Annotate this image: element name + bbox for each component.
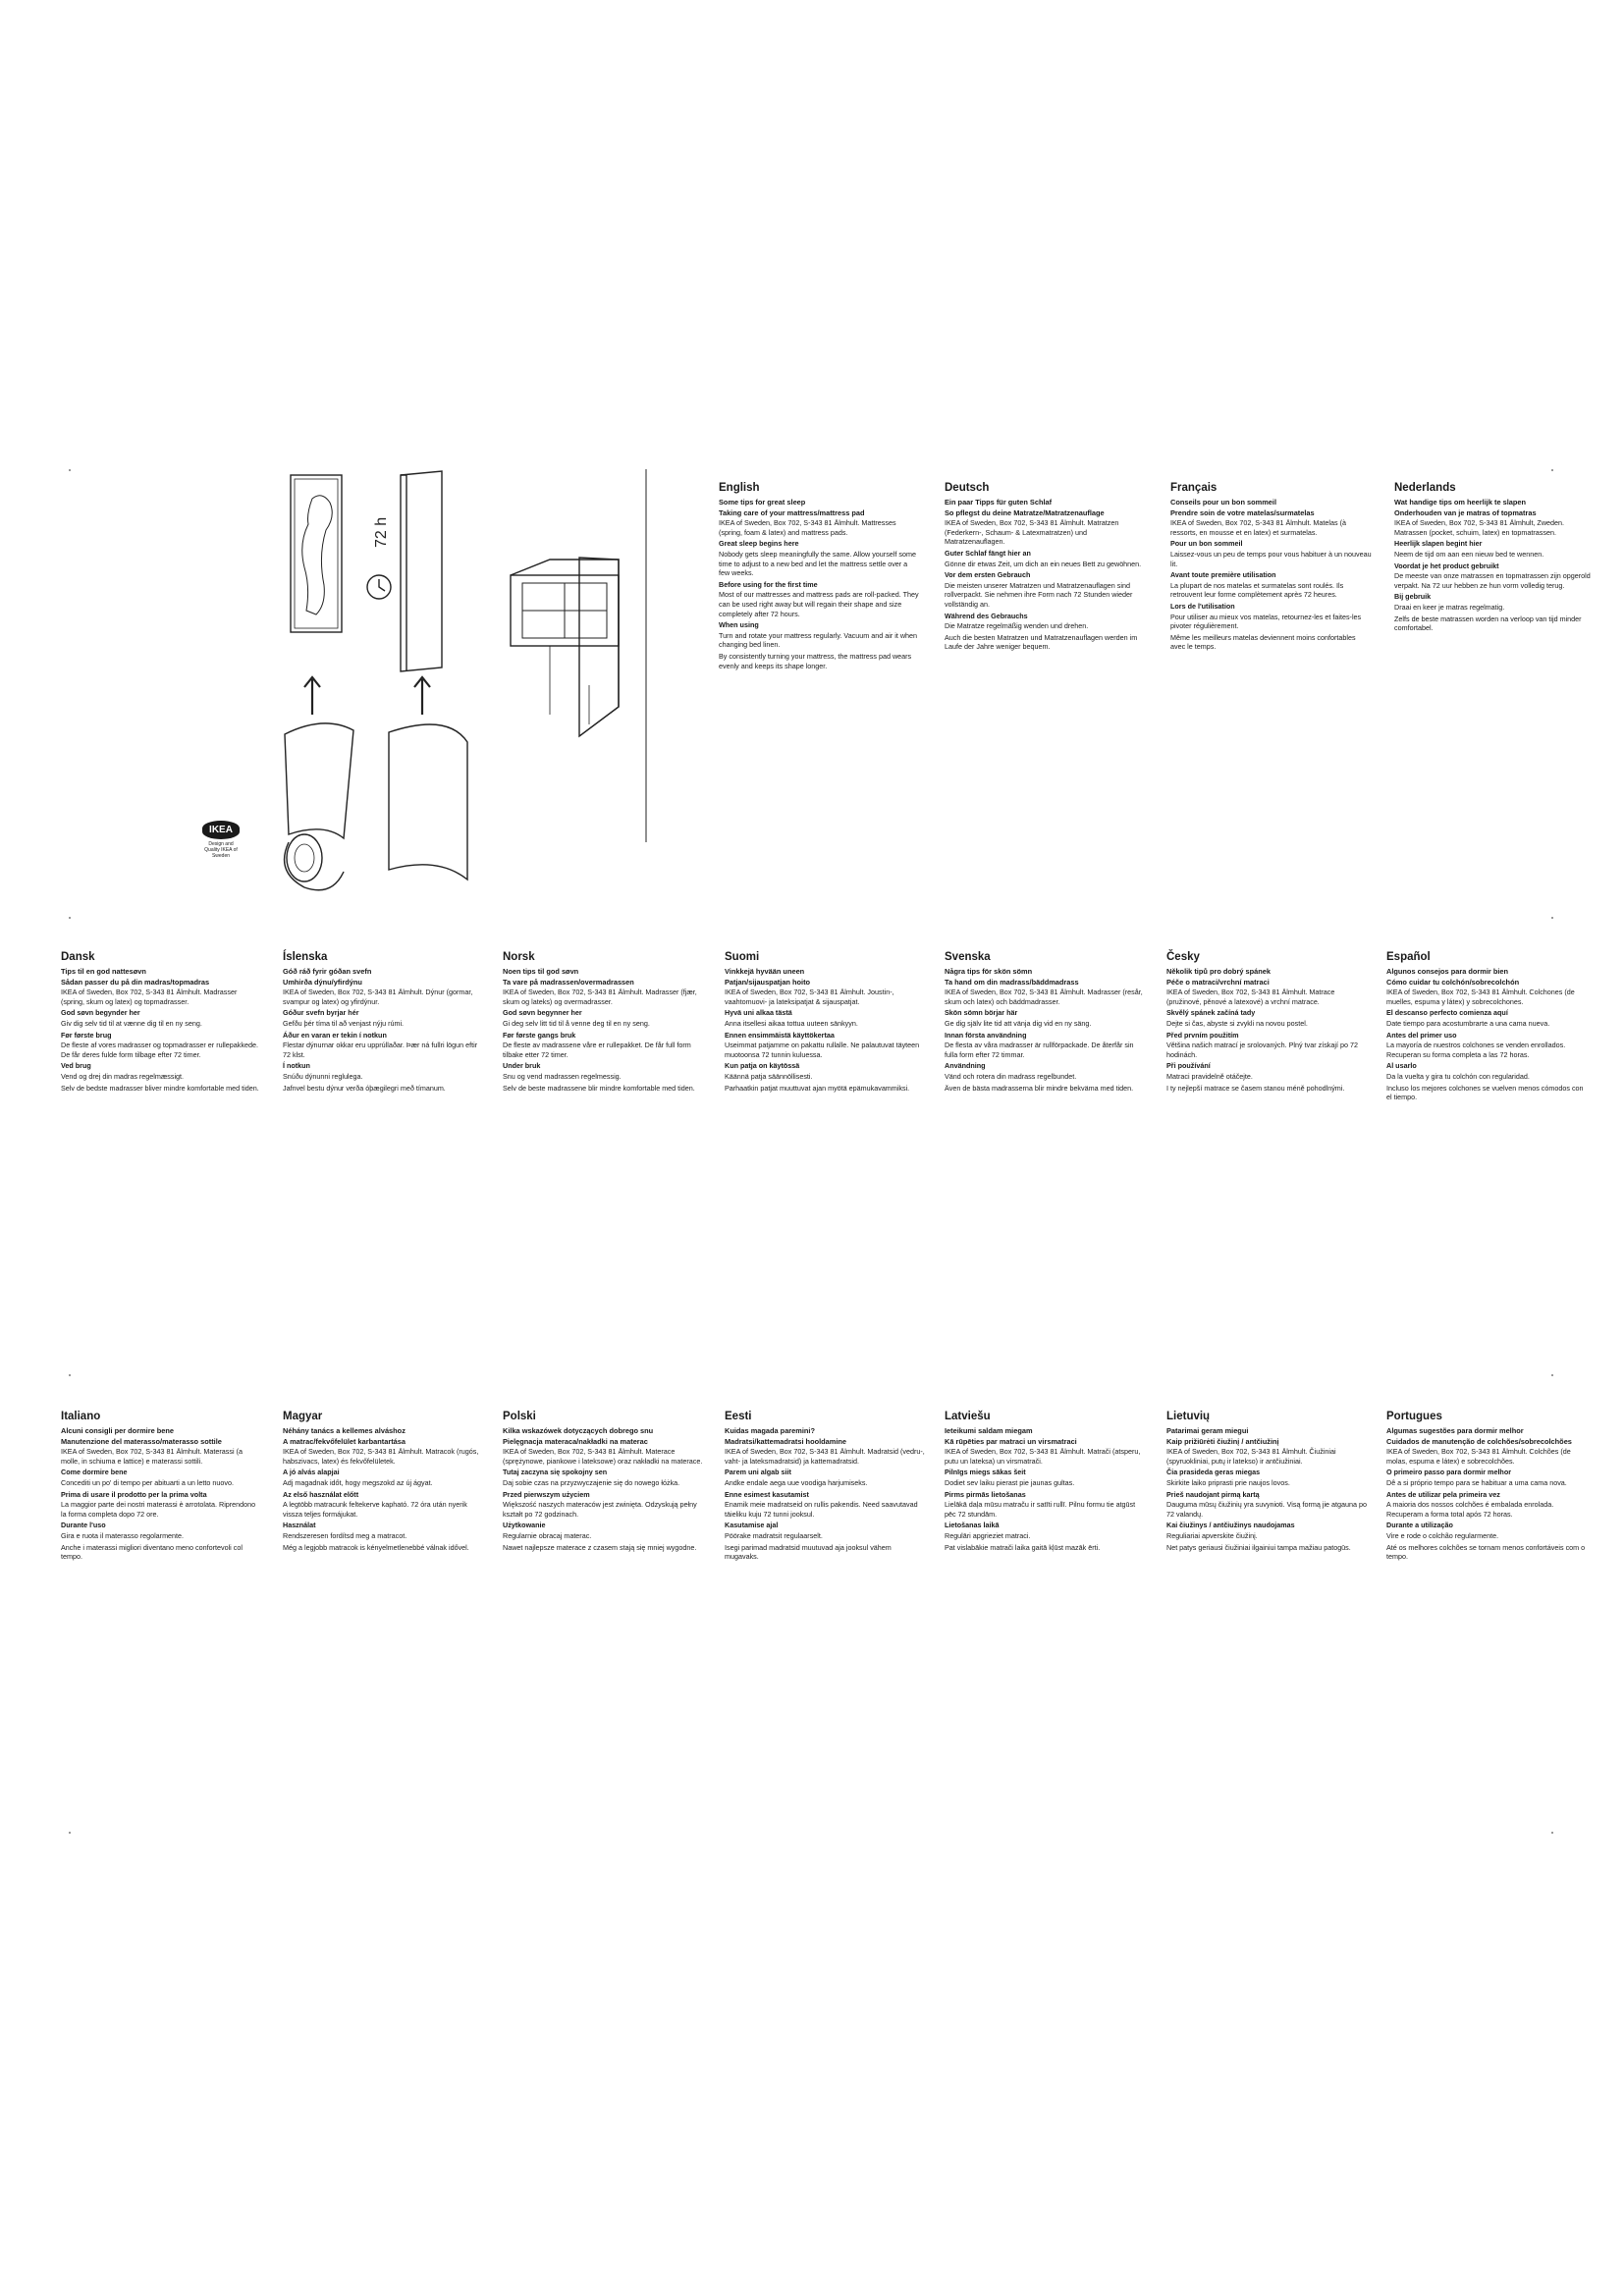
paragraph: IKEA of Sweden, Box 702, S-343 81 Älmhult. Madrasser (fjær, skum og lateks) og overmadrasser.: [503, 988, 697, 1006]
section-subtitle: Kā rūpēties par matraci un virsmatraci: [945, 1436, 1077, 1446]
paragraph: Andke endale aega uue voodiga harjumiseks.: [725, 1477, 868, 1487]
registration-mark: [69, 1374, 71, 1376]
subheading: Før første brug: [61, 1030, 112, 1040]
subheading: Heerlijk slapen begint hier: [1394, 539, 1483, 549]
section-cesky: [1166, 950, 1368, 1095]
paragraph: Neem de tijd om aan een nieuw bed te wennen.: [1394, 549, 1544, 559]
subheading: Avant toute première utilisation: [1170, 570, 1276, 580]
paragraph: Snúðu dýnunni reglulega.: [283, 1071, 363, 1081]
subheading: Innan första användning: [945, 1030, 1027, 1040]
section-title: Några tips för skön sömn: [945, 967, 1033, 976]
paragraph: Parhaatkin patjat muuttuvat ajan myötä epämukavammiksi.: [725, 1083, 910, 1093]
paragraph: Nobody gets sleep meaningfully the same. Allow yourself some time to adjust to a new bed and let the mattress settle over a few weeks.: [719, 549, 916, 578]
paragraph: Auch die besten Matratzen und Matratzenauflagen werden im Laufe der Jahre weniger bequem.: [945, 632, 1138, 652]
subheading: Come dormire bene: [61, 1468, 128, 1477]
section-islenska: [283, 950, 484, 1095]
subheading: Lietošanas laikā: [945, 1521, 1000, 1530]
subheading: Pirms pirmās lietošanas: [945, 1489, 1026, 1499]
section-title: Patarimai geram miegui: [1166, 1426, 1249, 1435]
paragraph: Die meisten unserer Matratzen und Matratzenauflagen sind rollverpackt. Sie nehmen ihre Form nach 72 Stunden wieder vollständig an.: [945, 580, 1133, 609]
paragraph: IKEA of Sweden, Box 702, S-343 81 Älmhult. Dýnur (gormar, svampur og latex) og yfirdýnur.: [283, 988, 473, 1006]
subheading: Før første gangs bruk: [503, 1030, 576, 1040]
paragraph: Date tiempo para acostumbrarte a una cama nueva.: [1386, 1018, 1550, 1028]
subheading: Bij gebruik: [1394, 592, 1432, 602]
subheading: Góður svefn byrjar hér: [283, 1008, 359, 1018]
section-title: Tips til en god nattesøvn: [61, 967, 146, 976]
paragraph: IKEA of Sweden, Box 702, S-343 81 Älmhult. Mattresses (spring, foam & latex) and mattress pads.: [719, 518, 896, 537]
subheading: Při používání: [1166, 1061, 1211, 1071]
time-label: 72 h: [373, 516, 390, 548]
paragraph: Vend og drej din madras regelmæssigt.: [61, 1071, 185, 1081]
paragraph: Même les meilleurs matelas deviennent moins confortables avec le temps.: [1170, 632, 1356, 652]
subheading: Ennen ensimmäistä käyttökertaa: [725, 1030, 835, 1040]
subheading: Kun patja on käytössä: [725, 1061, 800, 1071]
subheading: Voordat je het product gebruikt: [1394, 561, 1499, 570]
registration-mark: [69, 1832, 71, 1834]
paragraph: Pour utiliser au mieux vos matelas, retournez-les et faites-les pivoter régulièrement.: [1170, 612, 1362, 631]
paragraph: De fleste af vores madrasser og topmadrasser er rullepakkede. De får deres fulde form tilbage efter 72 timer.: [61, 1041, 258, 1059]
section-title: Algumas sugestões para dormir melhor: [1386, 1426, 1524, 1435]
language-heading: Deutsch: [945, 482, 990, 494]
language-heading: Portugues: [1386, 1411, 1442, 1422]
section-nederlands: [1394, 481, 1596, 635]
subheading: Skön sömn börjar här: [945, 1008, 1018, 1018]
section-subtitle: Ta vare på madrassen/overmadrassen: [503, 977, 634, 987]
section-magyar: [283, 1410, 484, 1554]
subheading: Ved brug: [61, 1061, 91, 1071]
paragraph: Gi deg selv litt tid til å venne deg til en ny seng.: [503, 1018, 650, 1028]
paragraph: Większość naszych materaców jest zwinięta. Odzyskują pełny kształt po 72 godzinach.: [503, 1500, 697, 1519]
section-english: [719, 481, 920, 672]
section-subtitle: Madratsi/kattemadratsi hooldamine: [725, 1436, 847, 1446]
language-heading: Íslenska: [283, 951, 328, 963]
subheading: Pilnīgs miegs sākas šeit: [945, 1468, 1026, 1477]
section-subtitle: Cuidados de manutenção de colchões/sobrecolchões: [1386, 1436, 1572, 1446]
section-title: Algunos consejos para dormir bien: [1386, 967, 1509, 976]
language-heading: Suomi: [725, 951, 760, 963]
language-heading: Norsk: [503, 951, 535, 963]
subheading: Antes del primer uso: [1386, 1030, 1457, 1040]
paragraph: Lielākā daļa mūsu matraču ir satīti rullī. Pilnu formu tie atgūst pēc 72 stundām.: [945, 1500, 1136, 1519]
language-heading: Eesti: [725, 1411, 752, 1422]
paragraph: I ty nejlepší matrace se časem stanou méně pohodlnými.: [1166, 1083, 1345, 1093]
paragraph: Die Matratze regelmäßig wenden und drehen.: [945, 621, 1089, 631]
section-title: Néhány tanács a kellemes alváshoz: [283, 1426, 406, 1435]
subheading: Kai čiužinys / antčiužinys naudojamas: [1166, 1521, 1295, 1530]
subheading: Great sleep begins here: [719, 539, 799, 549]
language-heading: Nederlands: [1394, 482, 1456, 494]
paragraph: Gönne dir etwas Zeit, um dich an ein neues Bett zu gewöhnen.: [945, 559, 1142, 568]
subheading: El descanso perfecto comienza aquí: [1386, 1008, 1508, 1018]
paragraph: Även de bästa madrasserna blir mindre bekväma med tiden.: [945, 1083, 1134, 1093]
subheading: Čia prasideda geras miegas: [1166, 1468, 1261, 1477]
ikea-logo-caption: Design and Quality IKEA of Sweden: [204, 841, 238, 859]
paragraph: Flestar dýnurnar okkar eru upprúllaðar. Þær ná fullri lögun eftir 72 klst.: [283, 1041, 478, 1059]
paragraph: IKEA of Sweden, Box 702, S-343 81 Älmhult. Colchones (de muelles, espuma y látex) y sobrecolchones.: [1386, 988, 1575, 1006]
subheading: A jó alvás alapjai: [283, 1468, 340, 1477]
subheading: Pour un bon sommeil: [1170, 539, 1243, 549]
subheading: Before using for the first time: [719, 579, 818, 589]
section-polski: [503, 1410, 704, 1554]
paragraph: Net patys geriausi čiužiniai ilgainiui tampa mažiau patogūs.: [1166, 1542, 1351, 1552]
section-subtitle: So pflegst du deine Matratze/Matratzenauflage: [945, 507, 1105, 517]
subheading: Az első használat előtt: [283, 1489, 359, 1499]
subheading: Enne esimest kasutamist: [725, 1489, 809, 1499]
paragraph: Até os melhores colchões se tornam menos confortáveis com o tempo.: [1386, 1542, 1586, 1562]
unrolling-mattress: [285, 723, 353, 838]
paragraph: Enamik meie madratseid on rullis pakendis. Need saavutavad täieliku kuju 72 tunni jooksul.: [725, 1500, 918, 1519]
subheading: Al usarlo: [1386, 1061, 1417, 1071]
section-subtitle: A matrac/fekvőfelület karbantartása: [283, 1436, 406, 1446]
paragraph: Regularnie obracaj materac.: [503, 1530, 592, 1540]
curved-mattress: [389, 724, 467, 880]
paragraph: Adj magadnak időt, hogy megszokd az új ágyat.: [283, 1477, 433, 1487]
language-heading: Italiano: [61, 1411, 101, 1422]
language-heading: English: [719, 482, 760, 494]
paragraph: Snu og vend madrassen regelmessig.: [503, 1071, 622, 1081]
subheading: Áður en varan er tekin í notkun: [283, 1030, 387, 1040]
section-title: Ein paar Tipps für guten Schlaf: [945, 498, 1053, 507]
section-title: Noen tips til god søvn: [503, 967, 579, 976]
paragraph: Dê a si próprio tempo para se habituar a uma cama nova.: [1386, 1477, 1567, 1487]
subheading: When using: [719, 620, 759, 630]
section-title: Conseils pour un bon sommeil: [1170, 498, 1276, 507]
section-title: Několik tipů pro dobrý spánek: [1166, 967, 1271, 976]
paragraph: Laissez-vous un peu de temps pour vous habituer à un nouveau lit.: [1170, 549, 1372, 568]
subheading: Antes de utilizar pela primeira vez: [1386, 1489, 1500, 1499]
section-subtitle: Prendre soin de votre matelas/surmatelas: [1170, 507, 1315, 517]
section-subtitle: Umhirða dýnu/yfirdýnu: [283, 977, 362, 987]
paragraph: La plupart de nos matelas et surmatelas sont roulés. Ils retrouvent leur forme complètement après 72 heures.: [1170, 580, 1344, 600]
registration-mark: [69, 917, 71, 919]
arrow-up-icon-2: [414, 677, 430, 715]
paragraph: Dodiet sev laiku pierast pie jaunas gultas.: [945, 1477, 1075, 1487]
section-title: Wat handige tips om heerlijk te slapen: [1394, 498, 1527, 507]
paragraph: IKEA of Sweden, Box 702, S-343 81 Älmhult. Colchões (de molas, espuma e látex) e sobrecolchões.: [1386, 1447, 1571, 1466]
mattress-illustration: [187, 469, 658, 891]
paragraph: De meeste van onze matrassen en topmatrassen zijn opgerold verpakt. Na 72 uur hebben ze hun vorm volledig terug.: [1394, 571, 1591, 590]
section-suomi: [725, 950, 926, 1095]
paragraph: Käännä patja säännöllisesti.: [725, 1071, 813, 1081]
paragraph: Isegi parimad madratsid muutuvad aja jooksul vähem mugavaks.: [725, 1542, 892, 1562]
paragraph: Incluso los mejores colchones se vuelven menos cómodos con el tiempo.: [1386, 1083, 1584, 1102]
section-subtitle: Taking care of your mattress/mattress pad: [719, 507, 865, 517]
paragraph: IKEA of Sweden, Box 702, S-343 81 Älmhult. Matratzen (Federkern-, Schaum- & Latexmatratzen) und Matratzenauflagen.: [945, 518, 1119, 547]
subheading: Guter Schlaf fängt hier an: [945, 548, 1031, 558]
section-subtitle: Pielęgnacja materaca/nakładki na materac: [503, 1436, 648, 1446]
paragraph: Selv de bedste madrasser bliver mindre komfortable med tiden.: [61, 1083, 259, 1093]
language-heading: Français: [1170, 482, 1218, 494]
ikea-logo: [202, 821, 240, 859]
paragraph: By consistently turning your mattress, the mattress pad wears evenly and keeps its shape longer.: [719, 651, 912, 670]
section-title: Kilka wskazówek dotyczących dobrego snu: [503, 1426, 654, 1435]
paragraph: IKEA of Sweden, Box 702, S-343 81 Älmhult. Matracok (rugós, habszivacs, latex) és fekvőfelületek.: [283, 1447, 479, 1466]
paragraph: Vire e rode o colchão regularmente.: [1386, 1530, 1499, 1540]
section-deutsch: [945, 481, 1146, 654]
paragraph: IKEA of Sweden, Box 702, S-343 81 Älmhult. Čiužiniai (spyruokliniai, putų ir latekso) ir antčiužiniai.: [1166, 1447, 1336, 1466]
subheading: Kasutamise ajal: [725, 1521, 779, 1530]
paragraph: Ge dig själv lite tid att vänja dig vid en ny säng.: [945, 1018, 1092, 1028]
section-latviesu: [945, 1410, 1146, 1554]
registration-mark: [1551, 1374, 1553, 1376]
paragraph: Dejte si čas, abyste si zvykli na novou postel.: [1166, 1018, 1308, 1028]
paragraph: Vänd och rotera din madrass regelbundet.: [945, 1071, 1077, 1081]
section-espanol: [1386, 950, 1588, 1104]
paragraph: IKEA of Sweden, Box 702, S-343 81 Älmhult. Materace (sprężynowe, piankowe i lateksowe) oraz nakładki na materace.: [503, 1447, 703, 1466]
paragraph: Useimmat patjamme on pakattu rullalle. Ne palautuvat täyteen muotoonsa 72 tunnin kuluessa.: [725, 1041, 920, 1059]
paragraph: De flesta av våra madrasser är rullförpackade. De återfår sin fulla form efter 72 timmar.: [945, 1041, 1134, 1059]
paragraph: Pat vislabākie matrači laika gaitā kļūst mazāk ērti.: [945, 1542, 1101, 1552]
paragraph: De fleste av madrassene våre er rullepakket. De får full form tilbake etter 72 timer.: [503, 1041, 691, 1059]
ikea-logo-mark: IKEA: [202, 821, 240, 839]
paragraph: Gira e ruota il materasso regolarmente.: [61, 1530, 185, 1540]
language-heading: Polski: [503, 1411, 536, 1422]
section-dansk: [61, 950, 262, 1095]
subheading: Prima di usare il prodotto per la prima volta: [61, 1489, 207, 1499]
subheading: Under bruk: [503, 1061, 541, 1071]
mattress-top-view: [291, 475, 342, 632]
section-subtitle: Kaip prižiūrėti čiužinį / antčiužinį: [1166, 1436, 1279, 1446]
registration-mark: [1551, 1832, 1553, 1834]
section-subtitle: Péče o matraci/vrchní matraci: [1166, 977, 1270, 987]
paragraph: Draai en keer je matras regelmatig.: [1394, 602, 1505, 612]
subheading: Před prvním použitím: [1166, 1030, 1239, 1040]
paragraph: Daj sobie czas na przyzwyczajenie się do nowego łóżka.: [503, 1477, 680, 1487]
subheading: Användning: [945, 1061, 986, 1071]
section-eesti: [725, 1410, 926, 1564]
section-title: Alcuni consigli per dormire bene: [61, 1426, 174, 1435]
paragraph: IKEA of Sweden, Box 702, S-343 81 Älmhult. Matrači (atsperu, putu un lateksa) un virsmatrači.: [945, 1447, 1141, 1466]
section-subtitle: Sådan passer du på din madras/topmadras: [61, 977, 210, 987]
paragraph: IKEA of Sweden, Box 702, S-343 81 Älmhult, Zweden. Matrassen (pocket, schuim, latex) en topmatrassen.: [1394, 518, 1565, 537]
paragraph: Da la vuelta y gira tu colchón con regularidad.: [1386, 1071, 1530, 1081]
paragraph: Most of our mattresses and mattress pads are roll-packed. They can be used right away but will regain their shape and size completely after 72 hours.: [719, 590, 919, 618]
section-svenska: [945, 950, 1146, 1095]
subheading: Használat: [283, 1521, 316, 1530]
paragraph: Anna itsellesi aikaa tottua uuteen sänkyyn.: [725, 1018, 858, 1028]
paragraph: Turn and rotate your mattress regularly. Vacuum and air it when changing bed linen.: [719, 630, 918, 650]
subheading: Hyvä uni alkaa tästä: [725, 1008, 792, 1018]
section-title: Góð ráð fyrir góðan svefn: [283, 967, 372, 976]
paragraph: La mayoría de nuestros colchones se venden enrollados. Recuperan su forma completa a las 72 horas.: [1386, 1041, 1566, 1059]
section-subtitle: Ta hand om din madrass/bäddmadrass: [945, 977, 1079, 987]
section-subtitle: Manutenzione del materasso/materasso sottile: [61, 1436, 222, 1446]
paragraph: A legtöbb matracunk feltekerve kapható. 72 óra után nyerik vissza teljes formájukat.: [283, 1500, 467, 1519]
paragraph: Zelfs de beste matrassen worden na verloop van tijd minder comfortabel.: [1394, 614, 1582, 633]
language-heading: Lietuvių: [1166, 1411, 1211, 1422]
language-heading: Latviešu: [945, 1411, 991, 1422]
paragraph: IKEA of Sweden, Box 702, S-343 81 Älmhult. Materassi (a molle, in schiuma e lattice) e materassi sottili.: [61, 1447, 243, 1466]
subheading: Vor dem ersten Gebrauch: [945, 570, 1031, 580]
paragraph: Nawet najlepsze materace z czasem stają się mniej wygodne.: [503, 1542, 697, 1552]
section-italiano: [61, 1410, 262, 1564]
paragraph: IKEA of Sweden, Box 702, S-343 81 Älmhult. Madratsid (vedru-, vaht- ja lateksmadratsid) ja kattemadratsid.: [725, 1447, 925, 1466]
language-heading: Español: [1386, 951, 1431, 963]
paragraph: Reguliariai apverskite čiužinį.: [1166, 1530, 1258, 1540]
paragraph: Jafnvel bestu dýnur verða óþægilegri með tímanum.: [283, 1083, 446, 1093]
paragraph: Még a legjobb matracok is kényelmetlenebbé válnak idővel.: [283, 1542, 469, 1552]
arrow-up-icon: [304, 677, 320, 715]
subheading: God søvn begynner her: [503, 1008, 582, 1018]
language-heading: Dansk: [61, 951, 95, 963]
section-portugues: [1386, 1410, 1588, 1564]
subheading: Lors de l'utilisation: [1170, 601, 1235, 611]
section-norsk: [503, 950, 704, 1095]
paragraph: Concediti un po' di tempo per abituarti a un letto nuovo.: [61, 1477, 234, 1487]
paragraph: A maioria dos nossos colchões é embalada enrolada. Recuperam a forma total após 72 horas.: [1386, 1500, 1554, 1519]
paragraph: Gefðu þér tíma til að venjast nýju rúmi.: [283, 1018, 405, 1028]
subheading: Parem uni algab siit: [725, 1468, 791, 1477]
paragraph: Matraci pravidelně otáčejte.: [1166, 1071, 1253, 1081]
paragraph: IKEA of Sweden, Box 702, S-343 81 Älmhult. Matelas (à ressorts, en mousse et en latex) et surmatelas.: [1170, 518, 1346, 537]
registration-mark: [1551, 917, 1553, 919]
paragraph: IKEA of Sweden, Box 702, S-343 81 Älmhult. Madrasser (resår, skum och latex) och bäddmadrasser.: [945, 988, 1143, 1006]
subheading: Skvělý spánek začíná tady: [1166, 1008, 1256, 1018]
language-heading: Česky: [1166, 951, 1200, 963]
subheading: Durante l'uso: [61, 1521, 106, 1530]
section-subtitle: Onderhouden van je matras of topmatras: [1394, 507, 1537, 517]
section-title: Ieteikumi saldam miegam: [945, 1426, 1033, 1435]
subheading: Tutaj zaczyna się spokojny sen: [503, 1468, 608, 1477]
paragraph: Rendszeresen fordítsd meg a matracot.: [283, 1530, 407, 1540]
paragraph: IKEA of Sweden, Box 702, S-343 81 Älmhult. Madrasser (spring, skum og latex) og topmadrasser.: [61, 988, 238, 1006]
language-heading: Svenska: [945, 951, 991, 963]
section-lietuviu: [1166, 1410, 1368, 1554]
paragraph: Selv de beste madrassene blir mindre komfortable med tiden.: [503, 1083, 695, 1093]
paragraph: Anche i materassi migliori diventano meno confortevoli col tempo.: [61, 1542, 243, 1562]
paragraph: Většina našich matrací je srolovaných. Plný tvar získají po 72 hodinách.: [1166, 1041, 1358, 1059]
section-subtitle: Cómo cuidar tu colchón/sobrecolchón: [1386, 977, 1520, 987]
registration-mark: [1551, 469, 1553, 471]
section-subtitle: Patjan/sijauspatjan hoito: [725, 977, 811, 987]
paragraph: Dauguma mūsų čiužinių yra suvynioti. Visą formą jie atgauna po 72 valandų.: [1166, 1500, 1368, 1519]
subheading: Während des Gebrauchs: [945, 611, 1028, 620]
paragraph: Regulāri apgrieziet matraci.: [945, 1530, 1031, 1540]
subheading: Przed pierwszym użyciem: [503, 1489, 590, 1499]
paragraph: Pöörake madratsit regulaarselt.: [725, 1530, 823, 1540]
registration-mark: [69, 469, 71, 471]
paragraph: Giv dig selv tid til at vænne dig til en ny seng.: [61, 1018, 202, 1028]
paragraph: Skirkite laiko priprasti prie naujos lovos.: [1166, 1477, 1290, 1487]
subheading: Prieš naudojant pirmą kartą: [1166, 1489, 1260, 1499]
paragraph: IKEA of Sweden, Box 702, S-343 81 Älmhult. Matrace (pružinové, pěnové a latexové) a vrchní matrace.: [1166, 988, 1335, 1006]
language-heading: Magyar: [283, 1411, 323, 1422]
sleeping-person-icon: [302, 496, 333, 614]
subheading: Durante a utilização: [1386, 1521, 1453, 1530]
subheading: Í notkun: [283, 1061, 310, 1071]
section-francais: [1170, 481, 1372, 654]
paragraph: IKEA of Sweden, Box 702, S-343 81 Älmhult. Joustin-, vaahtomuovi- ja lateksipatjat & sijauspatjat.: [725, 988, 894, 1006]
section-title: Kuidas magada paremini?: [725, 1426, 815, 1435]
subheading: God søvn begynder her: [61, 1008, 140, 1018]
subheading: Użytkowanie: [503, 1521, 546, 1530]
subheading: O primeiro passo para dormir melhor: [1386, 1468, 1512, 1477]
paragraph: La maggior parte dei nostri materassi è arrotolata. Riprendono la forma completa dopo 72 ore.: [61, 1500, 256, 1519]
section-title: Some tips for great sleep: [719, 498, 806, 507]
section-title: Vinkkejä hyvään uneen: [725, 967, 805, 976]
